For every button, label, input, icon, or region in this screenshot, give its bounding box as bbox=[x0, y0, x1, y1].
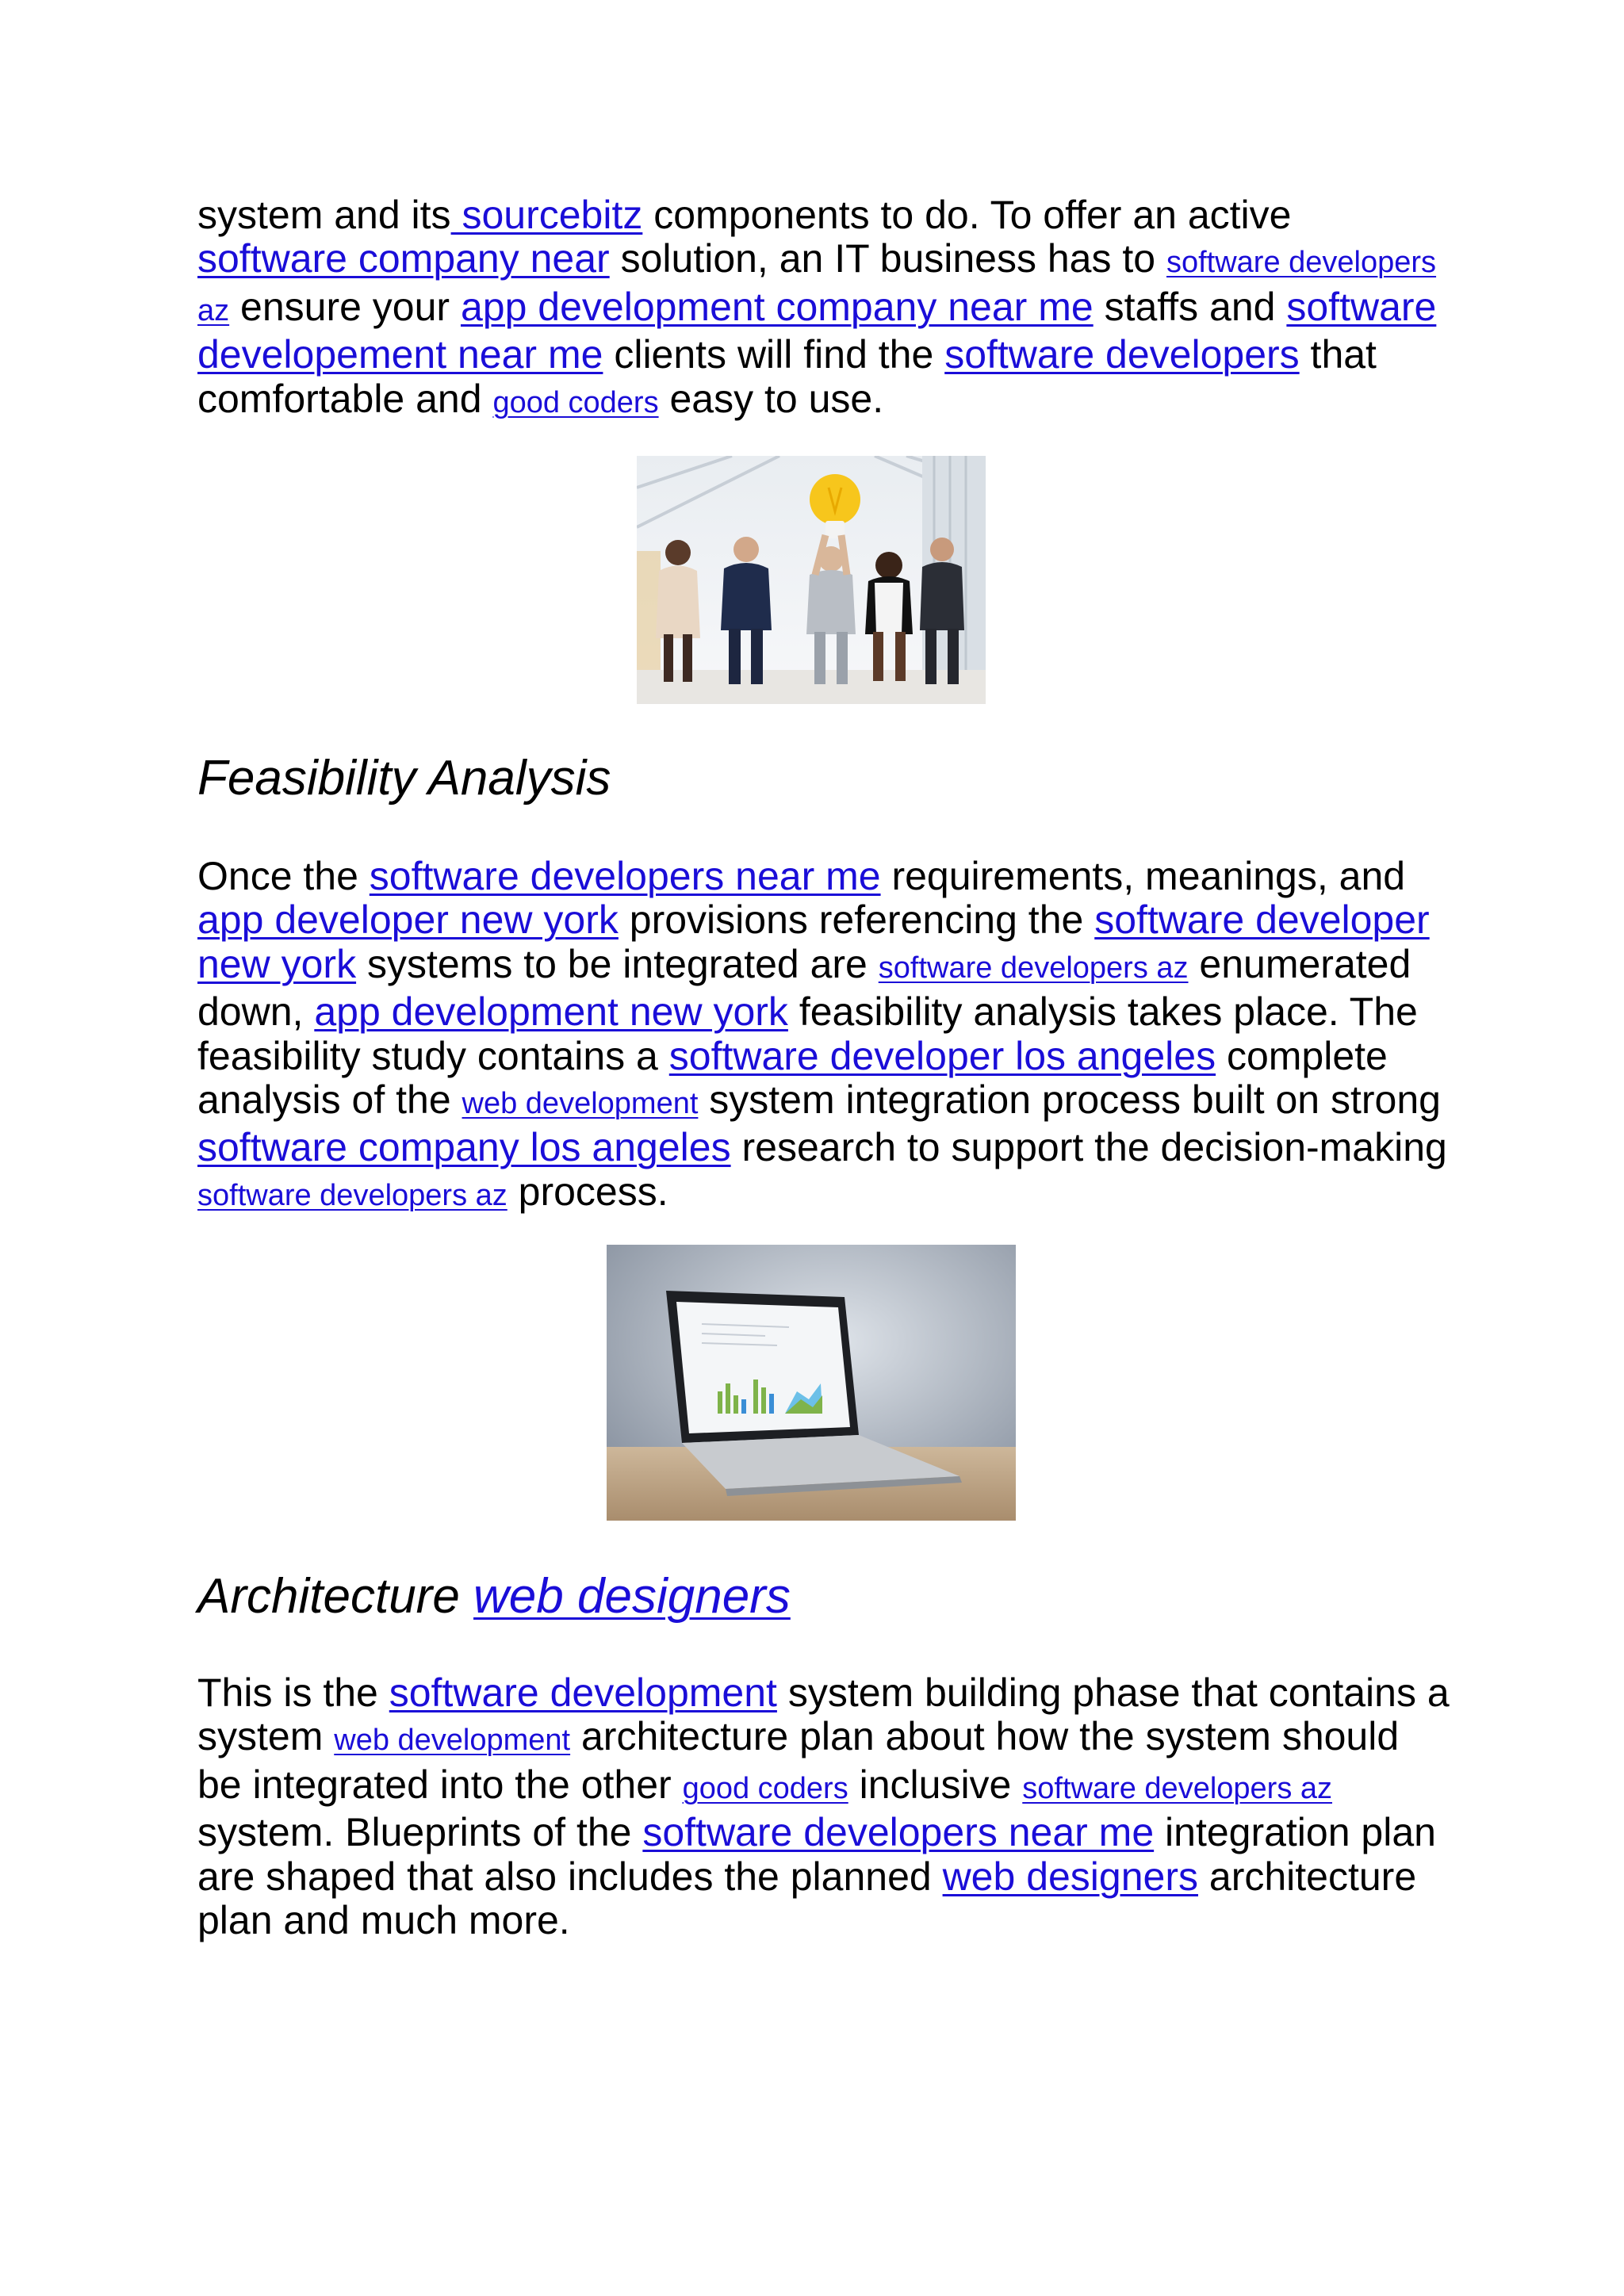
link-software-company-los-angeles[interactable]: software company los angeles bbox=[197, 1125, 731, 1170]
link-software-developers-az[interactable]: software developers az bbox=[1022, 1771, 1333, 1805]
team-photo bbox=[637, 456, 986, 704]
link-software-company-near[interactable]: software company near bbox=[197, 236, 610, 281]
link-software-developement-near-me[interactable]: software developement near me bbox=[197, 284, 1437, 377]
intro-paragraph: system and its sourcebitz components to do. To offer an active software company near solution, an IT business has to software developers az ensure your app development company near me staffs and software developement near me clients will find the software developers that comfortable and good coders easy to use. bbox=[197, 193, 1437, 421]
link-software-development[interactable]: software development bbox=[389, 1670, 777, 1715]
link-software-developers-near-me[interactable]: software developers near me bbox=[642, 1810, 1155, 1855]
link-sourcebitz[interactable]: sourcebitz bbox=[450, 193, 643, 237]
link-web-designers-heading[interactable]: web designers bbox=[473, 1569, 791, 1624]
link-good-coders[interactable]: good coders bbox=[682, 1771, 848, 1805]
laptop-photo bbox=[607, 1245, 1016, 1521]
feasibility-paragraph: Once the software developers near me requirements, meanings, and app developer new york provisions referencing the software developer new york systems to be integrated are software developers az enumerated down, app development new york feasibility analysis takes place. The feasibility study contains a software developer los angeles complete analysis of the web development system integration process built on strong software company los angeles research to support the decision-making software developers az process. bbox=[197, 854, 1447, 1214]
link-web-development[interactable]: web development bbox=[334, 1724, 571, 1758]
link-good-coders[interactable]: good coders bbox=[492, 385, 659, 419]
link-app-development-company-near-me[interactable]: app development company near me bbox=[460, 284, 1094, 329]
link-software-developer-los-angeles[interactable]: software developer los angeles bbox=[668, 1033, 1216, 1078]
link-software-developers-az[interactable]: software developers az bbox=[197, 246, 1437, 327]
link-software-developers-az[interactable]: software developers az bbox=[197, 1178, 508, 1212]
link-software-developers-az[interactable]: software developers az bbox=[878, 951, 1189, 985]
link-software-developers[interactable]: software developers bbox=[944, 332, 1300, 377]
link-software-developers-near-me[interactable]: software developers near me bbox=[369, 854, 881, 898]
architecture-paragraph: This is the software development system building phase that contains a system web development architecture plan about how the system should be integrated into the other good coders inclusive software developers az system. Blueprints of the software developers near me integration plan are shaped that also includes the planned web designers architecture plan and much more. bbox=[197, 1670, 1450, 1943]
architecture-heading: Architecture web designers bbox=[197, 1569, 791, 1624]
link-software-developer-new-york[interactable]: software developer new york bbox=[197, 897, 1430, 986]
feasibility-heading: Feasibility Analysis bbox=[197, 751, 611, 806]
link-app-development-new-york[interactable]: app development new york bbox=[314, 989, 788, 1035]
link-app-developer-new-york[interactable]: app developer new york bbox=[197, 897, 619, 943]
link-web-designers[interactable]: web designers bbox=[942, 1854, 1198, 1899]
link-web-development[interactable]: web development bbox=[462, 1087, 699, 1121]
